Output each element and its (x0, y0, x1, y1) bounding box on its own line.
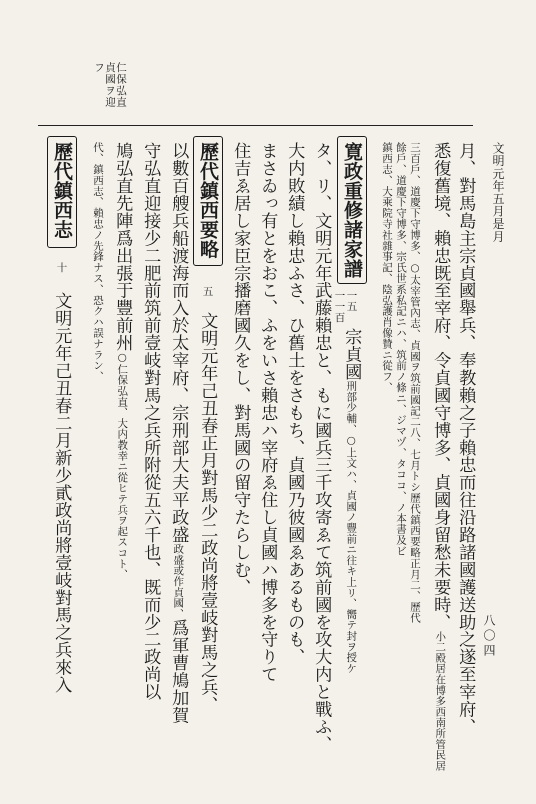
main-text: 文明元年己丑春二月新少貳政尚將壹岐對馬之兵來入 (51, 292, 72, 694)
main-text: 月、對馬島主宗貞國舉兵、奉教賴之子賴忠而往沿路諸國護送助之遂至宰府、 (455, 142, 476, 736)
main-text: 爲軍曹鳩加賀 (168, 618, 189, 724)
text-column (284, 142, 305, 666)
text-column (140, 142, 161, 701)
main-text: 守弘直迎接少二肥前筑前壹岐對馬之兵所附從五六千也、既而少二政尚以 (140, 142, 161, 701)
main-text: まさゐっ有とをおこ、ふをいさ賴忠ハ宰府ゑ住し貞國ハ博多を守りて (257, 142, 278, 683)
text-column (257, 142, 278, 683)
note-text: 鎮西志、大乘院寺社雜事記、陰弘護肖像贊ニ從フ、 (381, 142, 394, 393)
note-text: 餘戶、道慶下守博多、宗氏世系私記ニハ、筑前ノ條ニ、ジマヅ、タココ、ノ本書及ビ (395, 142, 408, 557)
note-column (409, 142, 420, 623)
main-text: 悉復舊境、賴忠既至宰府、令貞國守博多、貞國身留愁未要時、 (430, 142, 451, 631)
main-text: 大内敗績し賴忠ふさ、ひ舊土をさもち、貞國乃彼國ゑあるものも、 (284, 142, 305, 666)
note-column (92, 142, 103, 382)
volume-number: 十 (55, 262, 68, 273)
main-text: タ、リ、文明元年武藤賴忠と、もに國兵三千攻寄ゑて筑前國を攻大内と戰ふ、 (311, 142, 332, 753)
volume-number: 一五 (345, 290, 358, 312)
marginal-note (93, 62, 126, 108)
text-column (341, 328, 362, 674)
text-column (112, 142, 133, 580)
inline-note: ○上文ハ、貞國ノ豐前ニ往キ上リ、嚮テ封ヲ授ケ (345, 434, 358, 674)
text-column (197, 312, 218, 714)
running-head: 文明元年五月是月 (491, 142, 505, 243)
text-column (430, 142, 451, 772)
volume-number: 一一百 (333, 290, 346, 323)
main-text: 以數百艘兵船渡海而入於太宰府、宗刑部大夫平政盛 (168, 142, 189, 544)
marginal-note-line: 仁保弘直 (115, 62, 128, 108)
marginal-note-line: 貞國ヲ迎 (104, 62, 117, 108)
text-column (311, 142, 332, 753)
inline-note: 政盛或作貞國、 (172, 543, 185, 619)
marginal-note-line: フ (93, 62, 106, 74)
note-text: 代、鎮西志、賴忠ノ先鋒ナス、恐クハ誤ナラン、 (92, 142, 105, 382)
inline-note: 刑部少輔、 (345, 380, 358, 435)
source-heading: 寛政重修諸家譜 (341, 142, 363, 279)
main-text: 文明元年己丑春正月對馬少二政尚將壹岐對馬之兵、 (197, 312, 218, 714)
source-heading: 歷代鎮西志 (51, 142, 73, 240)
note-text: 三百戶、道慶下守博多、○太宰管內志、貞國ヲ筑前國記二八、七月トシ歷代鎮西要略正月二、歷代 (409, 142, 422, 624)
note-column (395, 142, 406, 556)
main-text: 住吉ゑ居し家臣宗播磨國久をし、對馬國の留守たらしむ、 (230, 142, 251, 596)
note-column (381, 142, 392, 393)
page-number: 八〇四 (482, 614, 496, 659)
volume-number: 五 (201, 286, 214, 297)
main-text: 宗貞國 (341, 328, 362, 381)
text-column (168, 142, 189, 724)
main-text: 鳩弘直先陣爲出張于豐前州 (112, 142, 133, 352)
text-column (51, 292, 72, 694)
source-heading: 歷代鎮西要略 (197, 142, 219, 259)
inline-note: ○仁保弘直、大内教幸ニ從ヒテ兵ヲ起スコト、 (116, 351, 129, 580)
divider-rule (38, 125, 473, 126)
text-column (455, 142, 476, 736)
text-column (230, 142, 251, 596)
inline-note: 小二殿居在博多西南所管民居 (434, 630, 447, 772)
